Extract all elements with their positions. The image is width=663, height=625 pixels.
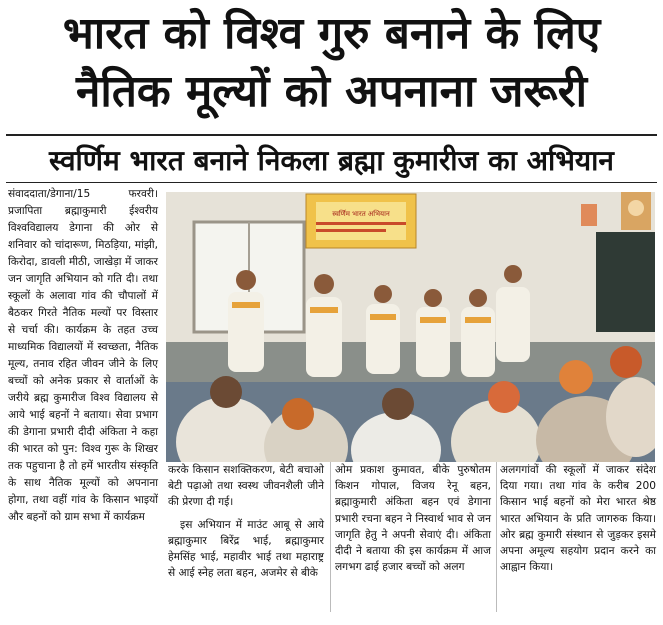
article-column-1 <box>8 186 158 526</box>
article-paragraph: संवाददाता/डेगाना/15 फरवरी। प्रजापिता ब्रह्माकुमारी ईश्वरीय विश्वविद्यालय डेगाना की ओर से शनिवार को चांदारूण, मिठड़िया, मांझी, किरोदा, डावली मीठी, जाखेड़ा में जाकर जन जागृति अभियान को गति दी। तथा स्कूलों के अलावा गांव की चौपालों में बैठकर गिरते नैतिक मल्यों पर विस्तार से चर्चा की। कार्यक्रम के तहत उच्च माध्यमिक विद्यालयों में स्वच्छता, नैतिक मूल्य, तनाव रहित जीवन जीने के लिए बच्चों को अनेक प्रकार से वार्ताओं के जरीये ब्रह्म कुमारीज विश्व विद्यालय से आये भाई बहनों ने बताया। सेवा प्रभाग की डेगाना प्रभारी दीदी अंकिता ने कहा की भारत को पुन: विश्व गुरू के शिखर तक पहुचाना है तो हमें भारतीय संस्कृति के साथ नैतिक मूल्यों को अपनाना होगा, तथा वहीं गांव के किसान भाइयों और बहनों को ग्राम सभा में कार्यक्रम <box>8 188 158 523</box>
headline-line-2: नैतिक मूल्यों को अपनाना जरूरी <box>76 66 587 117</box>
headline-line-1: भारत को विश्व गुरु बनाने के लिए <box>62 8 601 59</box>
sub-headline: स्वर्णिम भारत बनाने निकला ब्रह्मा कुमारीज का अभियान <box>49 144 614 177</box>
event-photo-illustration <box>166 192 655 462</box>
banner-title: स्वर्णिम भारत अभियान <box>332 210 390 218</box>
article-paragraph: करके किसान सशक्तिकरण, बेटी बचाओ बेटी पढ़ाओ तथा स्वस्थ जीवनशैली जीने की प्रेरणा दी गई। <box>168 464 324 509</box>
article-paragraph: इस अभियान में माउंट आबू से आये ब्रह्माकुमार बिरेंद्र भाई, ब्रह्माकुमार हेमसिंह भाई, महावीर भाई तथा महाराष्ट्र से आई स्नेह लता बहन, अजमेर से बीके <box>168 518 324 580</box>
column-divider <box>330 462 331 612</box>
column-divider <box>496 462 497 612</box>
article-column-4 <box>500 462 656 575</box>
event-photo <box>166 192 655 462</box>
article-paragraph: ओम प्रकाश कुमावत, बीके पुरुषोतम किशन गोपाल, विजय रेनू बहन, ब्रह्माकुमारी अंकिता बहन एवं डेगाना प्रभारी रचना बहन ने निस्वार्थ भाव से जन जागृति हेतु ने अपनी सेवाएं दी। अंकिता दीदी ने बताया की इस कार्यक्रम में आज लगभग ढाई हजार बच्चों को अलग <box>335 464 491 574</box>
article-column-3 <box>335 462 491 575</box>
article-paragraph: अलगगांवों की स्कूलों में जाकर संदेश दिया गया। तथा गांव के करीब 200 किसान भाई बहनों को मेरा भारत श्रेष्ठ भारत अभियान के प्रति जागरुक किया। ओर ब्रह्म कुमारी संस्थान से जुड़कर इसमे अपना अमूल्य सहयोग प्रदान करने का आह्वान किया। <box>500 464 656 574</box>
subheadline-divider <box>6 182 657 183</box>
headline-divider <box>6 134 657 136</box>
article-column-2 <box>168 462 324 581</box>
